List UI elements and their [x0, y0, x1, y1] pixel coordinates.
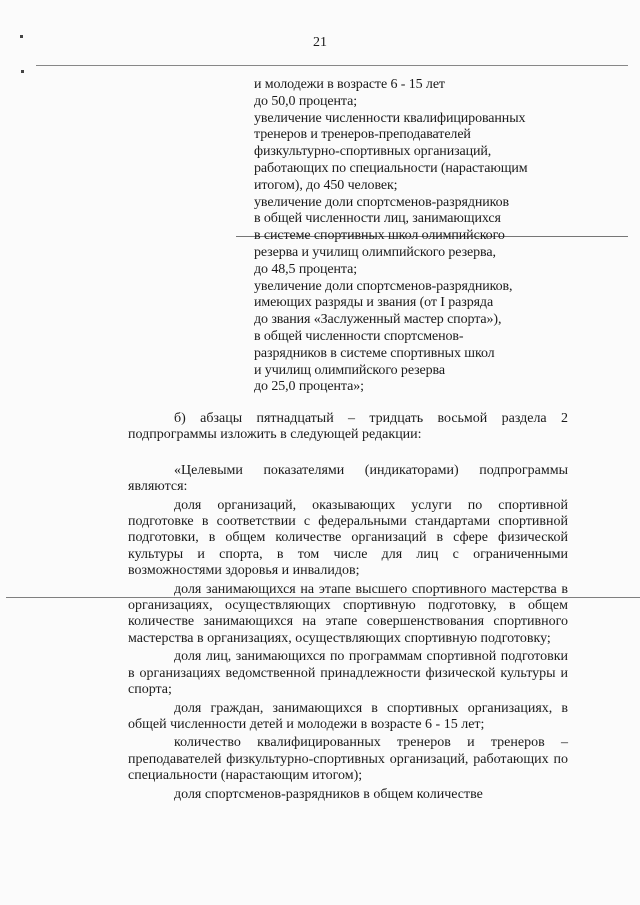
list-line: увеличение доли спортсменов-разрядников	[254, 194, 510, 210]
indicator-paragraph: доля граждан, занимающихся в спортивных организациях, в общей численности детей и молодежи в возрасте 6 - 15 лет;	[128, 700, 568, 732]
list-line: до 48,5 процента;	[254, 261, 358, 277]
list-line: в системе спортивных школ олимпийского	[254, 228, 505, 244]
amendment-section	[128, 411, 568, 803]
list-line: тренеров и тренеров-преподавателей	[254, 127, 471, 143]
list-line: до звания «Заслуженный мастер спорта»),	[254, 312, 502, 328]
scan-dot-left	[21, 70, 24, 73]
list-line: имеющих разряды и звания (от I разряда	[254, 295, 494, 311]
list-line: и училищ олимпийского резерва	[254, 362, 445, 378]
list-line: физкультурно-спортивных организаций,	[254, 144, 492, 160]
indicator-paragraph: доля организаций, оказывающих услуги по спортивной подготовке в соответствии с федеральными стандартами спортивной подготовки, в общем количестве организаций в сфере физической культуры и спорта, в том числе для лиц с ограниченными возможностями здоровья и инвалидов;	[128, 497, 568, 579]
list-line: в общей численности спортсменов-	[254, 328, 464, 344]
list-line: до 50,0 процента;	[254, 93, 358, 109]
list-line: итогом), до 450 человек;	[254, 177, 398, 193]
scan-line-top	[36, 65, 628, 66]
amendment-intro: б) абзацы пятнадцатый – тридцать восьмой раздела 2 подпрограммы изложить в следующей редакции:	[128, 411, 568, 443]
list-line: резерва и училищ олимпийского резерва,	[254, 244, 496, 260]
continued-list	[254, 77, 574, 396]
list-line: работающих по специальности (нарастающим	[254, 160, 528, 176]
list-line: в общей численности лиц, занимающихся	[254, 211, 501, 227]
indicator-paragraph: доля спортсменов-разрядников в общем количестве	[174, 786, 483, 802]
list-line: увеличение численности квалифицированных	[254, 110, 526, 126]
list-line: и молодежи в возрасте 6 - 15 лет	[254, 77, 445, 92]
page-number: 21	[313, 35, 327, 50]
indicators-heading: «Целевыми показателями (индикаторами) подпрограммы являются:	[128, 462, 568, 495]
list-line: разрядников в системе спортивных школ	[254, 345, 495, 361]
list-line: увеличение доли спортсменов-разрядников,	[254, 278, 513, 294]
list-line: до 25,0 процента»;	[254, 379, 364, 395]
indicator-paragraph: доля занимающихся на этапе высшего спортивного мастерства в организациях, осуществляющих спортивную подготовку, в общем количестве занимающихся на этапе совершенствования спортивного мастерства в организациях, осуществляющих спортивную подготовку;	[128, 581, 568, 646]
indicator-paragraph: доля лиц, занимающихся по программам спортивной подготовки в организациях ведомственной принадлежности физической культуры и спорта;	[128, 649, 568, 698]
indicator-paragraph: количество квалифицированных тренеров и тренеров – преподавателей физкультурно-спортивных организаций, работающих по специальности (нарастающим итогом);	[128, 735, 568, 784]
